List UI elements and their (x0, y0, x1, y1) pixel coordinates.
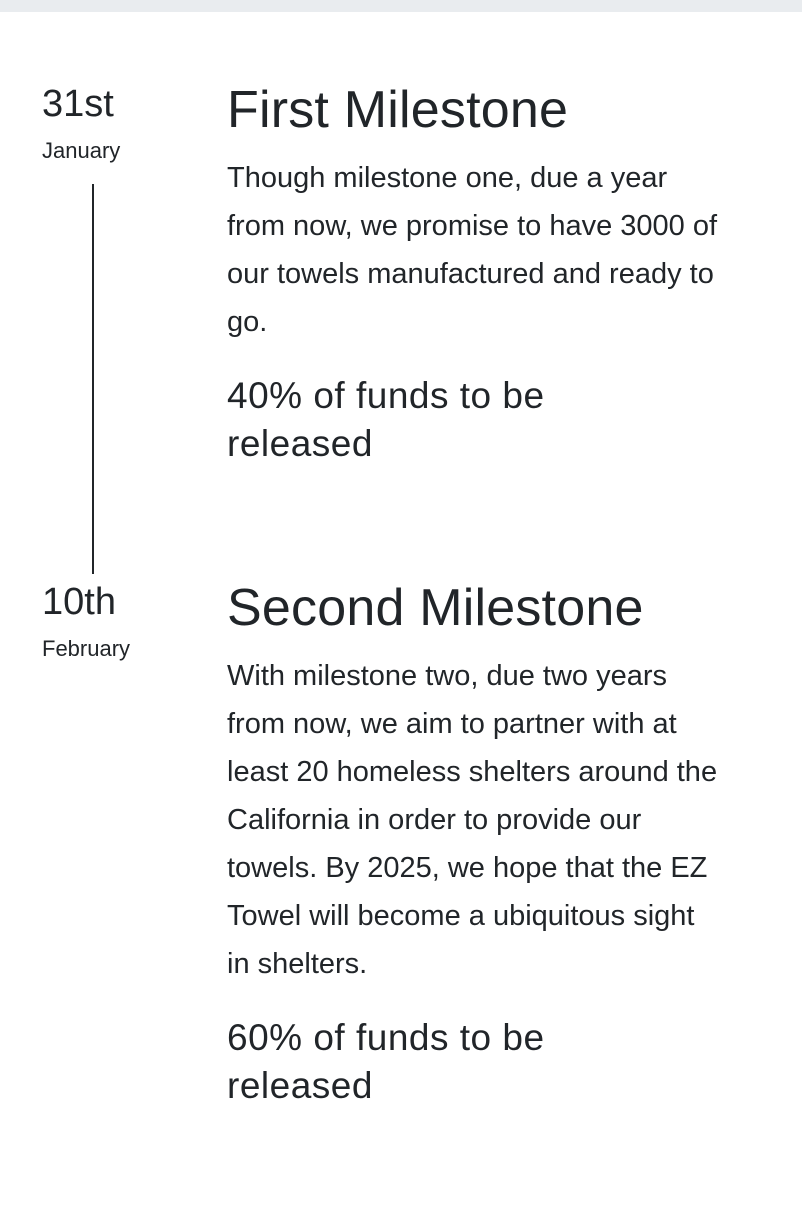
milestone-funds-released: 60% of funds to be released (227, 1017, 545, 1106)
milestone-title: First Milestone (227, 81, 569, 139)
milestone-title: Second Milestone (227, 579, 644, 637)
milestone-month: February (42, 636, 131, 661)
milestone-content (227, 576, 727, 1110)
milestone-month: January (42, 138, 121, 163)
milestone-description: Though milestone one, due a year from now, we promise to have 3000 of our towels manufactured and ready to go. (227, 162, 718, 338)
milestone-description: With milestone two, due two years from now, we aim to partner with at least 20 homeless shelters around the California in order to provide our towels. By 2025, we hope that the EZ Towel will become a ubiquitous sight in shelters. (227, 660, 718, 980)
milestone-date (42, 576, 192, 664)
milestone-date (42, 78, 192, 166)
milestone-content (227, 78, 727, 468)
milestone-day: 10th (42, 581, 116, 623)
milestone-day: 31st (42, 83, 114, 125)
top-strip (0, 0, 802, 12)
timeline-connector-line (92, 184, 94, 574)
milestone-funds-released: 40% of funds to be released (227, 375, 545, 464)
